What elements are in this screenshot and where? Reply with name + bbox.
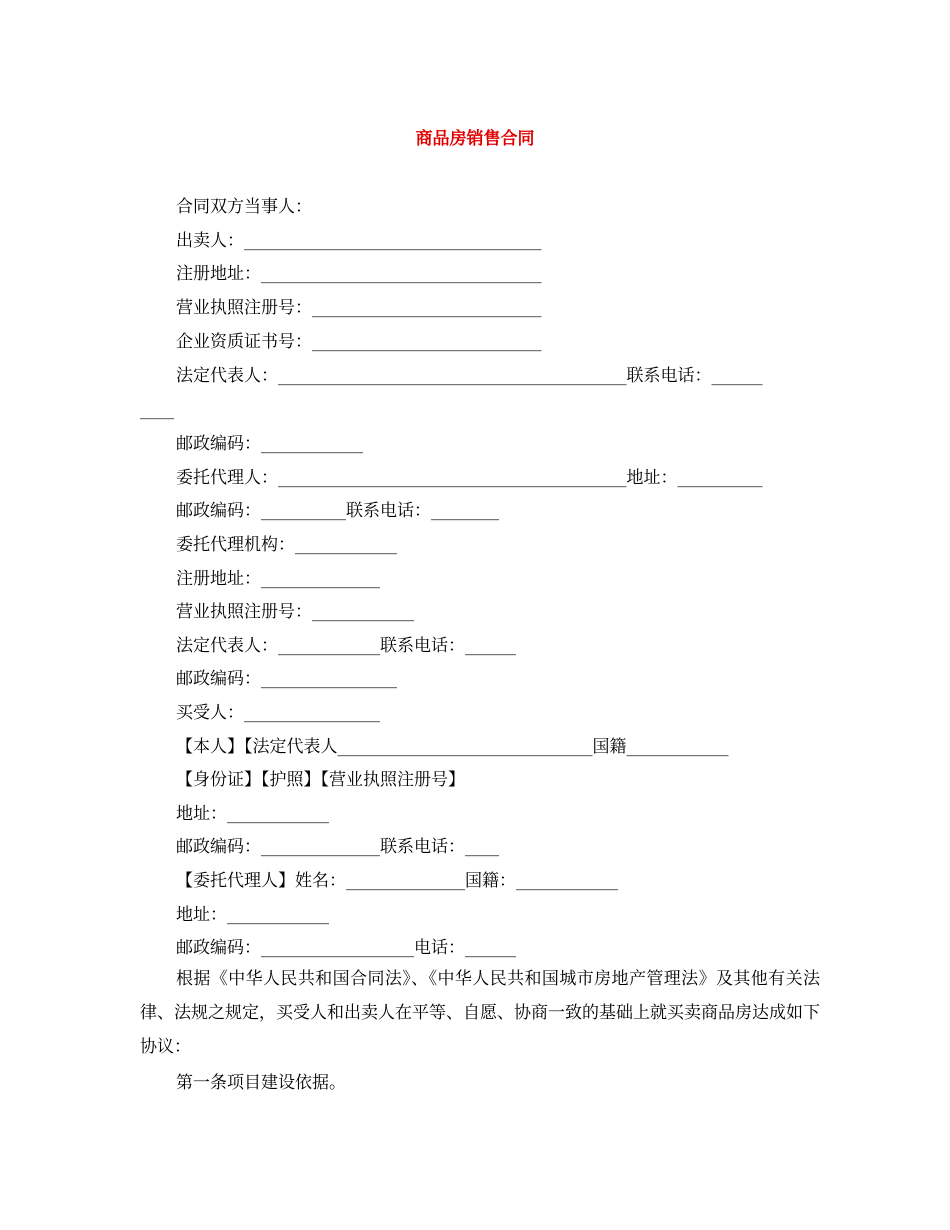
buyer-postcode-line: 邮政编码：______________联系电话：____: [176, 837, 499, 857]
buyer-document-type-line: 【身份证】【护照】【营业执照注册号】: [176, 770, 465, 790]
seller-legal-rep-continuation: ____: [140, 400, 174, 420]
agency-address-line: 注册地址：______________: [176, 569, 380, 589]
seller-qualification-line: 企业资质证书号：___________________________: [176, 332, 542, 352]
preamble-paragraph: 根据《中华人民共和国合同法》、《中华人民共和国城市房地产管理法》及其他有关法律、法规之规定，买受人和出卖人在平等、自愿、协商一致的基础上就买卖商品房达成如下协议：: [140, 969, 820, 1057]
document-title: 商品房销售合同: [415, 129, 535, 149]
seller-line: 出卖人：___________________________________: [176, 231, 542, 251]
seller-agent-line: 委托代理人：_________________________________________地址：__________: [176, 468, 763, 488]
buyer-agent-line: 【委托代理人】姓名：______________国籍：____________: [176, 871, 618, 891]
parties-heading: 合同双方当事人：: [176, 197, 312, 217]
agency-legal-rep-line: 法定代表人：____________联系电话：______: [176, 636, 516, 656]
article-1-heading: 第一条项目建设依据。: [176, 1073, 346, 1093]
seller-license-line: 营业执照注册号：___________________________: [176, 298, 542, 318]
agency-line: 委托代理机构：____________: [176, 535, 397, 555]
seller-address-line: 注册地址：_________________________________: [176, 264, 542, 284]
seller-agent-postcode-line: 邮政编码：__________联系电话：________: [176, 501, 499, 521]
buyer-line: 买受人：________________: [176, 703, 380, 723]
buyer-agent-postcode-line: 邮政编码：__________________电话：______: [176, 938, 516, 958]
buyer-agent-address-line: 地址：____________: [176, 905, 329, 925]
buyer-address-line: 地址：____________: [176, 804, 329, 824]
seller-postcode-line: 邮政编码：____________: [176, 434, 363, 454]
buyer-identity-line: 【本人】【法定代表人______________________________国籍____________: [176, 737, 729, 757]
seller-legal-rep-line: 法定代表人：_________________________________________联系电话：______: [176, 366, 763, 386]
agency-license-line: 营业执照注册号：____________: [176, 602, 414, 622]
agency-postcode-line: 邮政编码：________________: [176, 669, 397, 689]
